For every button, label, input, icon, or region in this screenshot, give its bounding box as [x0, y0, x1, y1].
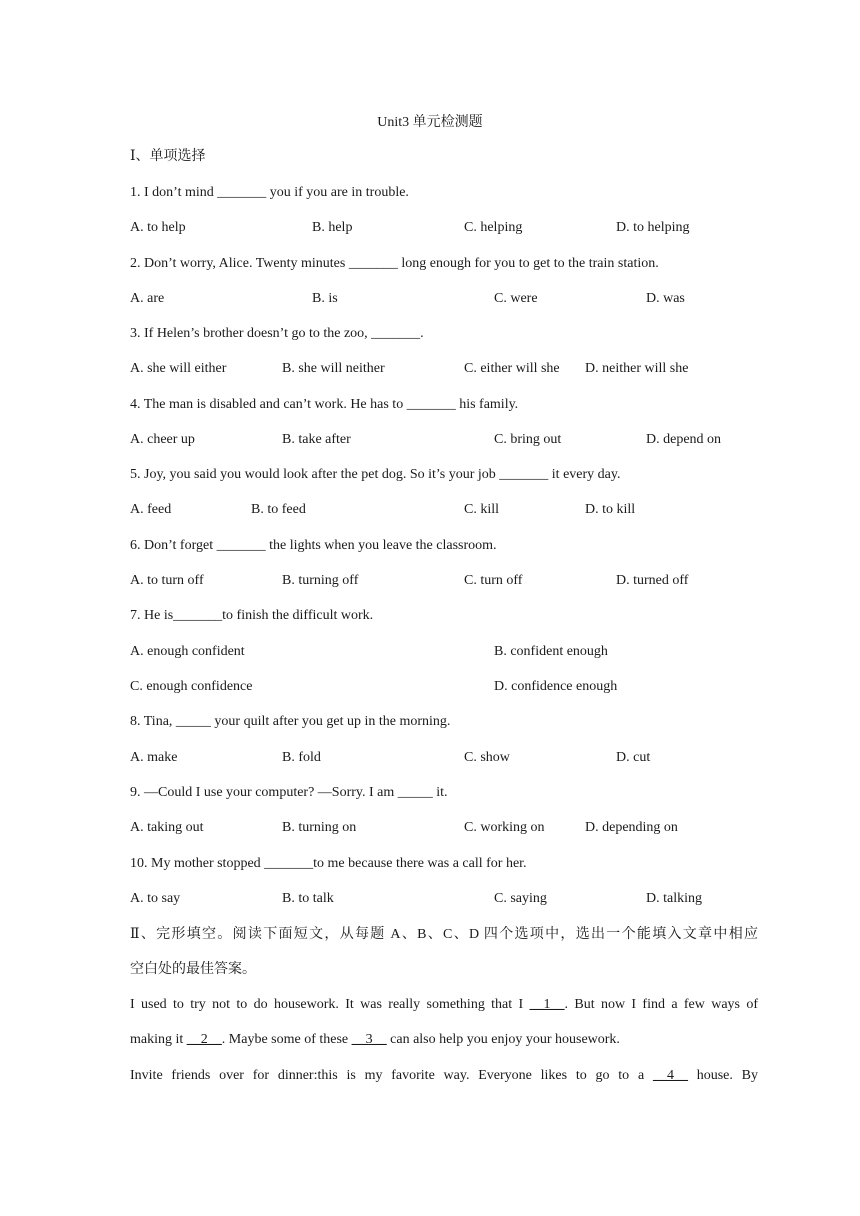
option-c: C. show	[464, 750, 510, 765]
option-c: C. were	[494, 291, 538, 306]
passage-text: . But now I find a few ways of	[564, 997, 758, 1012]
question-stem: 10. My mother stopped _______to me because there was a call for her.	[130, 856, 527, 871]
option-a: A. make	[130, 750, 178, 765]
question-stem: 9. —Could I use your computer? —Sorry. I am _____ it.	[130, 785, 448, 800]
question-stem: 8. Tina, _____ your quilt after you get up in the morning.	[130, 714, 451, 729]
question-stem: 6. Don’t forget _______ the lights when you leave the classroom.	[130, 538, 497, 553]
option-c: C. bring out	[494, 432, 562, 447]
option-b: B. is	[312, 291, 338, 306]
option-a: A. to turn off	[130, 573, 204, 588]
option-a: A. taking out	[130, 820, 204, 835]
question-stem: 3. If Helen’s brother doesn’t go to the zoo, _______.	[130, 326, 424, 341]
option-d: D. was	[646, 291, 685, 306]
option-d: D. turned off	[616, 573, 689, 588]
option-b: B. to feed	[251, 502, 306, 517]
option-c: C. helping	[464, 220, 523, 235]
question-stem: 2. Don’t worry, Alice. Twenty minutes _______ long enough for you to get to the train station.	[130, 256, 659, 271]
option-d: D. to helping	[616, 220, 690, 235]
option-b: B. turning off	[282, 573, 359, 588]
question-stem: 4. The man is disabled and can’t work. He has to _______ his family.	[130, 397, 519, 412]
option-d: D. to kill	[585, 502, 636, 517]
passage-text: . Maybe some of these	[221, 1032, 352, 1047]
passage-line	[130, 1066, 758, 1086]
option-c: C. working on	[464, 820, 545, 835]
option-c: C. kill	[464, 502, 500, 517]
section-heading-cloze-cont: 空白处的最佳答案。	[130, 962, 256, 977]
option-c: C. enough confidence	[130, 679, 253, 694]
passage-text: can also help you enjoy your housework.	[386, 1032, 620, 1047]
option-d: D. talking	[646, 891, 702, 906]
option-b: B. fold	[282, 750, 321, 765]
cloze-blank-3: __3__	[351, 1032, 387, 1047]
option-b: B. she will neither	[282, 361, 385, 376]
question-stem: 7. He is_______to finish the difficult work.	[130, 608, 374, 623]
option-b: B. confident enough	[494, 644, 608, 659]
option-d: D. confidence enough	[494, 679, 618, 694]
option-a: A. feed	[130, 502, 172, 517]
option-b: B. to talk	[282, 891, 334, 906]
option-b: B. take after	[282, 432, 351, 447]
page-title: Unit3 单元检测题	[377, 115, 483, 130]
option-d: D. cut	[616, 750, 651, 765]
section-heading-cloze: Ⅱ、完形填空。阅读下面短文，从每题 A、B、C、D 四个选项中，选出一个能填入文章中相应	[130, 927, 758, 942]
option-a: A. cheer up	[130, 432, 195, 447]
question-stem: 5. Joy, you said you would look after the pet dog. So it’s your job _______ it every day.	[130, 467, 621, 482]
cloze-blank-2: __2__	[186, 1032, 222, 1047]
option-d: D. depending on	[585, 820, 678, 835]
option-a: A. are	[130, 291, 165, 306]
cloze-blank-1: __1__	[529, 997, 565, 1012]
passage-text: house. By	[687, 1068, 758, 1083]
cloze-blank-4: __4__	[652, 1068, 688, 1083]
option-d: D. depend on	[646, 432, 722, 447]
option-b: B. help	[312, 220, 353, 235]
passage-text: Invite friends over for dinner:this is my favorite way. Everyone likes to go to a	[130, 1068, 653, 1083]
passage-line	[130, 995, 758, 1015]
question-stem: 1. I don’t mind _______ you if you are in trouble.	[130, 185, 409, 200]
option-a: A. to say	[130, 891, 181, 906]
option-c: C. either will she	[464, 361, 560, 376]
option-b: B. turning on	[282, 820, 357, 835]
option-a: A. enough confident	[130, 644, 245, 659]
option-c: C. saying	[494, 891, 547, 906]
passage-text: I used to try not to do housework. It was really something that I	[130, 997, 530, 1012]
option-a: A. she will either	[130, 361, 227, 376]
option-c: C. turn off	[464, 573, 523, 588]
option-d: D. neither will she	[585, 361, 689, 376]
passage-line	[130, 1030, 620, 1050]
section-heading-single-choice: Ⅰ、单项选择	[130, 149, 206, 164]
passage-text: making it	[130, 1032, 187, 1047]
option-a: A. to help	[130, 220, 186, 235]
